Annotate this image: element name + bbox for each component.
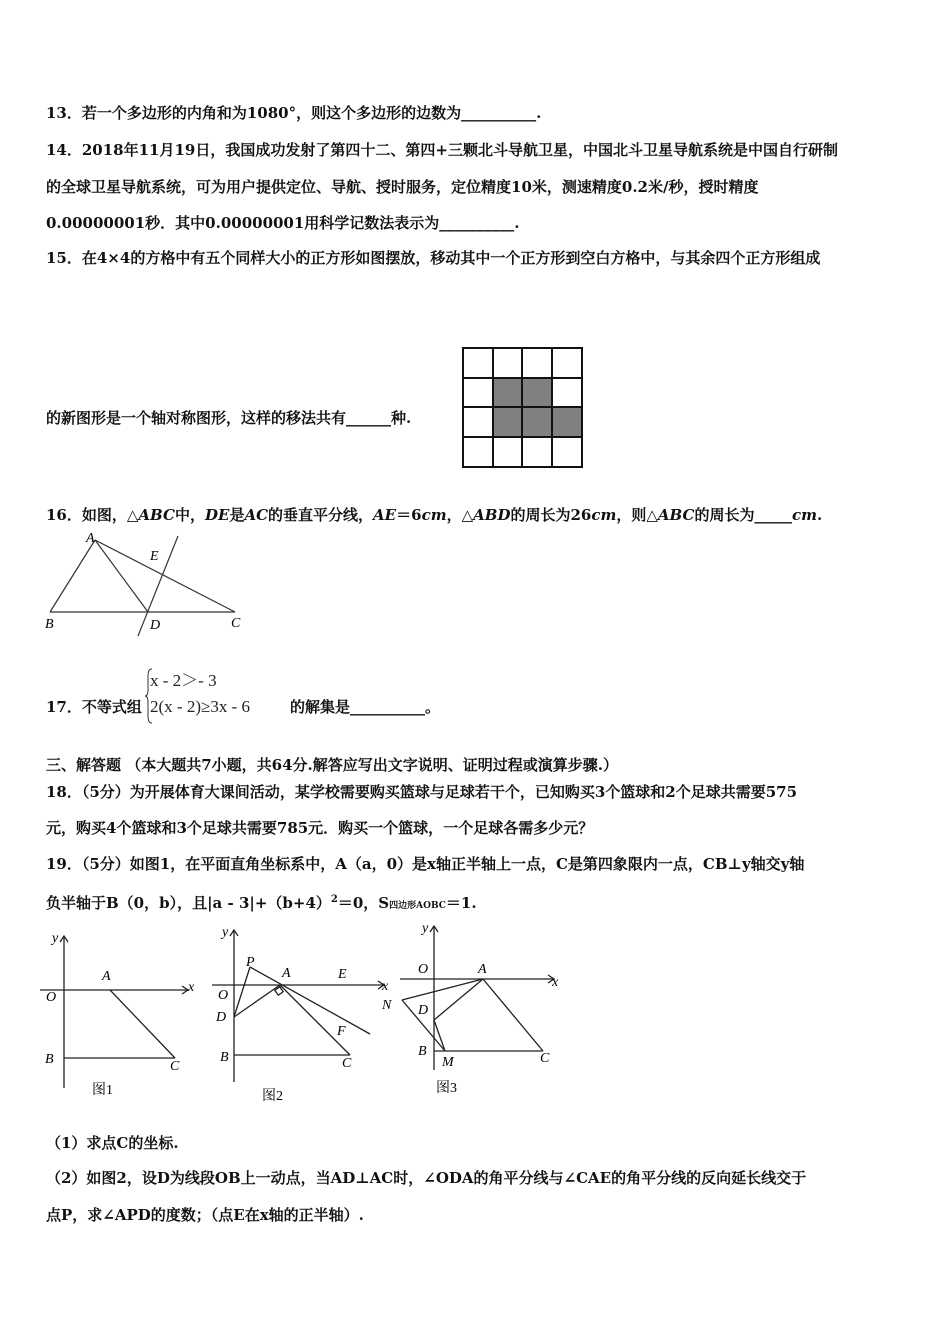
q18-line1: 18．（5分）为开展体育大课间活动，某学校需要购买篮球与足球若干个，已知购买3个篮球和2个足球共需要575 <box>46 783 798 801</box>
q14-line2: 的全球卫星导航系统，可为用户提供定位、导航、授时服务，定位精度10米，测速精度0.2米/秒，授时精度 <box>46 178 759 196</box>
fig2-caption: 图2 <box>262 1089 283 1104</box>
q18-line2: 元，购买4个篮球和3个足球共需要785元．购买一个篮球，一个足球各需多少元？ <box>46 819 594 837</box>
q15-line2: 的新图形是一个轴对称图形，这样的移法共有______种. <box>46 409 412 427</box>
fig3-A: A <box>478 962 487 977</box>
label-C: C <box>231 616 241 631</box>
fig2-E: E <box>338 967 347 982</box>
fig2-A: A <box>282 966 291 981</box>
grid-cell-shaded <box>522 407 552 437</box>
fig1-y: y <box>52 931 59 946</box>
q19-part1: （1）求点C的坐标. <box>46 1134 179 1152</box>
fig2-O: O <box>218 988 229 1003</box>
fig2-D: D <box>216 1010 227 1025</box>
fig2-F: F <box>337 1024 346 1039</box>
fig3-D: D <box>418 1003 429 1018</box>
label-E: E <box>150 549 159 564</box>
q19-figure-2 <box>212 922 397 1107</box>
fig2-y: y <box>222 925 229 940</box>
fig3-O: O <box>418 962 429 977</box>
q14-line3: 0.00000001秒．其中0.00000001用科学记数法表示为__________. <box>46 214 520 232</box>
fig2-P: P <box>246 955 255 970</box>
label-D: D <box>150 618 161 633</box>
fig3-B: B <box>418 1044 427 1059</box>
fig1-caption: 图1 <box>92 1083 113 1098</box>
fig2-x: x <box>382 979 389 994</box>
q15-line1: 15．在4×4的方格中有五个同样大小的正方形如图摆放，移动其中一个正方形到空白方格中，与其余四个正方形组成 <box>46 249 821 267</box>
label-A: A <box>86 531 95 546</box>
fig3-C: C <box>540 1051 550 1066</box>
q19-part2-line2: 点P，求∠APD的度数；（点E在x轴的正半轴）. <box>46 1206 364 1224</box>
grid-cell-shaded <box>493 378 522 407</box>
grid-cell-shaded <box>522 378 552 407</box>
q16-text: 16．如图，△ABC中，DE是AC的垂直平分线，AE＝6cm，△ABD的周长为26cm，则△ABC的周长为_____cm. <box>46 506 823 524</box>
q17-inequality-system <box>150 668 250 720</box>
section3-title: 三、解答题 （本大题共7小题，共64分.解答应写出文字说明、证明过程或演算步骤.） <box>46 756 618 774</box>
grid-cell-shaded <box>493 407 522 437</box>
q16-triangle-figure <box>40 530 260 640</box>
fig1-B: B <box>45 1052 54 1067</box>
fig3-M: M <box>442 1055 454 1070</box>
q19-line2: 负半轴于B（0，b），且$|a - 3|+(b+4)^2=0$，S四边形AOBC＝1. <box>46 894 477 912</box>
fig2-B: B <box>220 1050 229 1065</box>
grid-cell-shaded <box>552 407 582 437</box>
q17-ineq1: x - 2＞- 3 <box>150 671 217 690</box>
q19-line1: 19．（5分）如图1，在平面直角坐标系中，A（a，0）是x轴正半轴上一点，C是第四象限内一点，CB⊥y轴交y轴 <box>46 855 805 873</box>
fig1-C: C <box>170 1059 180 1074</box>
q14-line1: 14．2018年11月19日，我国成功发射了第四十二、第四+三颗北斗导航卫星，中国北斗卫星导航系统是中国自行研制 <box>46 141 838 159</box>
q15-grid-figure <box>462 347 586 471</box>
label-B: B <box>45 617 54 632</box>
fig3-caption: 图3 <box>436 1081 457 1096</box>
q19-part2-line1: （2）如图2，设D为线段OB上一动点，当AD⊥AC时，∠ODA的角平分线与∠CAE的角平分线的反向延长线交于 <box>46 1169 807 1187</box>
fig1-O: O <box>46 990 57 1005</box>
fig1-x: x <box>188 980 195 995</box>
q13-text: 13．若一个多边形的内角和为1080°，则这个多边形的边数为__________. <box>46 104 542 122</box>
fig3-y: y <box>422 921 429 936</box>
q17-ineq2: 2(x - 2)≥3x - 6 <box>150 697 250 716</box>
fig3-x: x <box>552 975 559 990</box>
fig1-A: A <box>102 969 111 984</box>
q19-figure-1 <box>40 928 200 1103</box>
fig2-C: C <box>342 1056 352 1071</box>
q19-figure-3 <box>378 918 568 1098</box>
q17-prefix: 17．不等式组 <box>46 698 142 716</box>
fig3-N: N <box>382 998 392 1013</box>
q17-suffix: 的解集是__________。 <box>290 698 441 716</box>
